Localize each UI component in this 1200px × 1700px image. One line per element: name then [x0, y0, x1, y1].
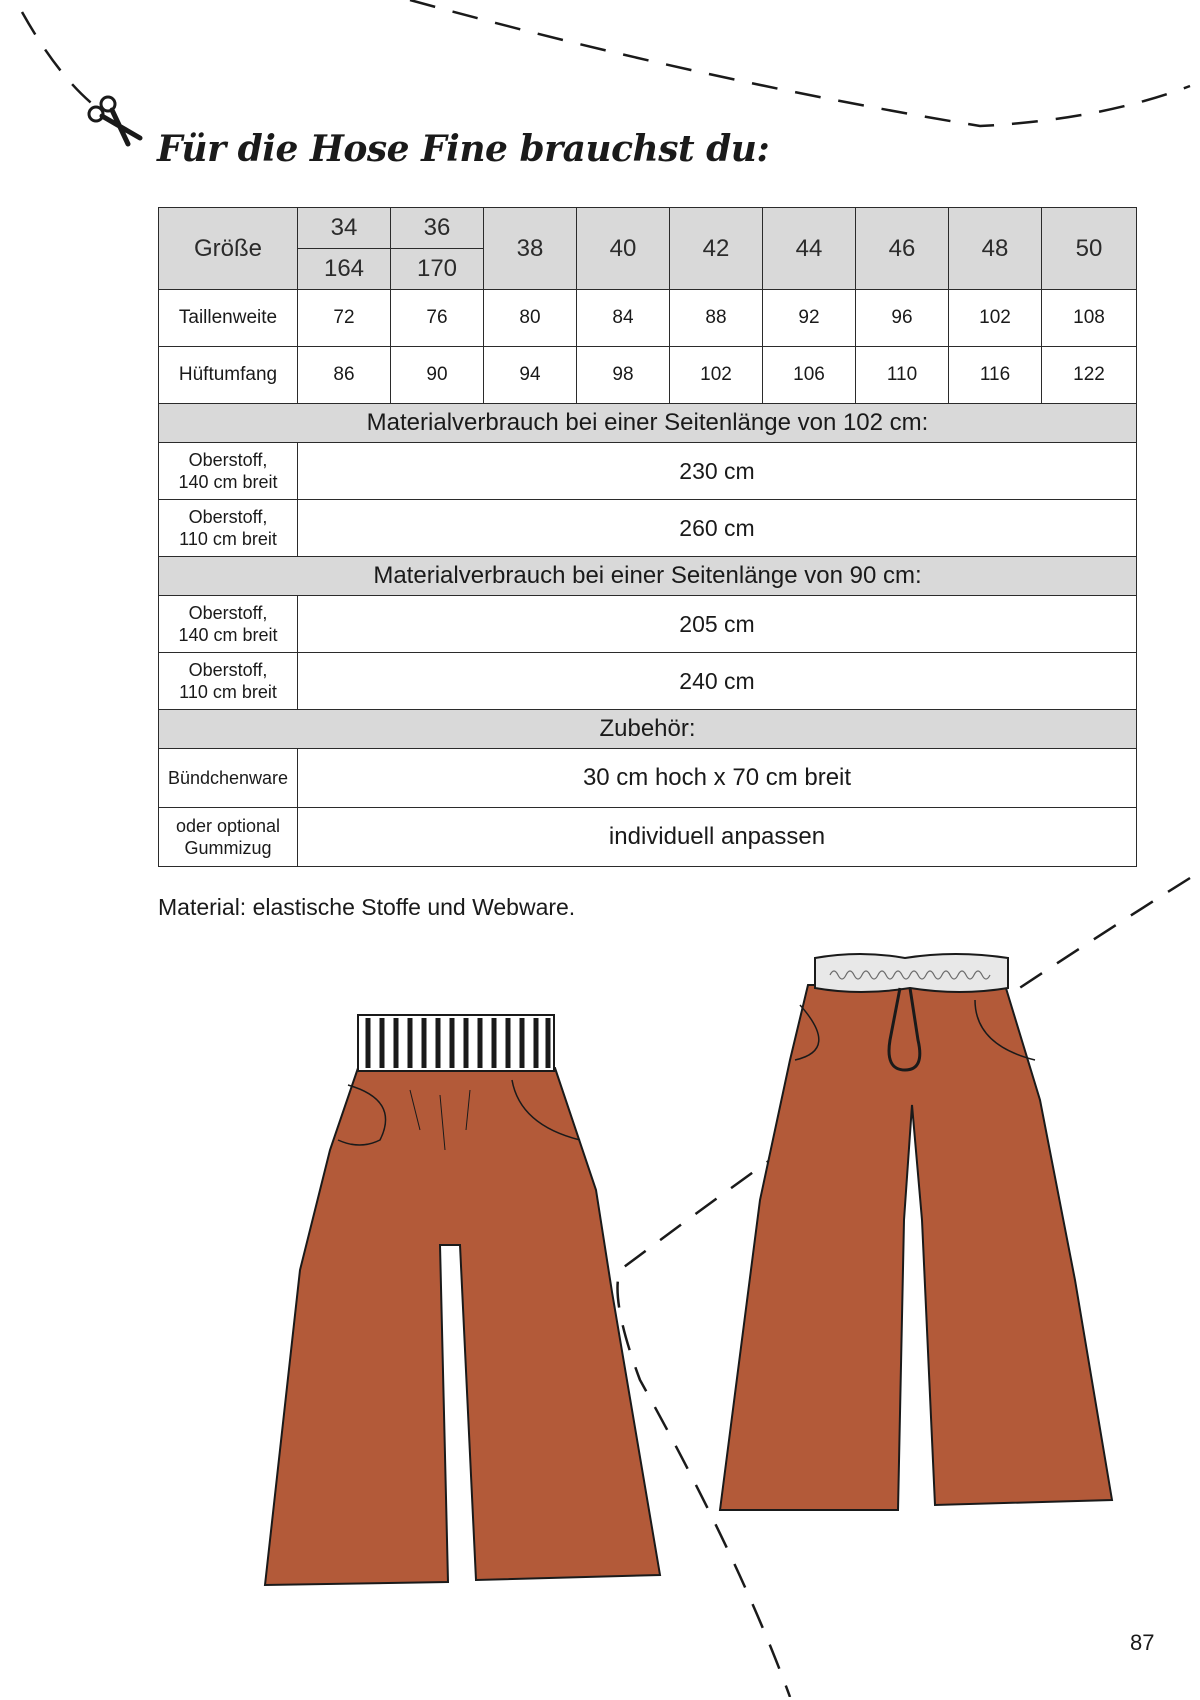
size-cell: 50	[1042, 208, 1137, 290]
waist-value: 76	[391, 290, 484, 347]
pants-left-illustration	[265, 1015, 660, 1585]
label-line: Oberstoff,	[188, 660, 268, 680]
accessory-value: 30 cm hoch x 70 cm breit	[298, 749, 1137, 808]
page-number: 87	[1130, 1630, 1155, 1655]
accessories-heading-row	[159, 710, 1137, 749]
label-line: 110 cm breit	[179, 529, 277, 549]
waist-value: 102	[949, 290, 1042, 347]
material-value: 230 cm	[298, 443, 1137, 500]
label-line: 140 cm breit	[178, 472, 278, 492]
section-102-heading: Materialverbrauch bei einer Seitenlänge von 102 cm:	[159, 404, 1137, 443]
hip-value: 102	[670, 347, 763, 404]
scissors-icon	[89, 97, 140, 144]
hip-value: 90	[391, 347, 484, 404]
material-value: 240 cm	[298, 653, 1137, 710]
pants-illustrations	[0, 940, 1200, 1700]
material-label	[159, 500, 298, 557]
material-value: 260 cm	[298, 500, 1137, 557]
materials-table	[158, 207, 1137, 867]
section-90-heading-row	[159, 557, 1137, 596]
label-line: oder optional	[175, 816, 281, 836]
accessory-label	[159, 808, 298, 867]
accessories-heading: Zubehör:	[159, 710, 1137, 749]
hip-value: 122	[1042, 347, 1137, 404]
hip-row	[159, 347, 1137, 404]
size-cell: 36	[391, 208, 484, 249]
waist-value: 72	[298, 290, 391, 347]
size-cell: 46	[856, 208, 949, 290]
hip-value: 110	[856, 347, 949, 404]
material-value: 205 cm	[298, 596, 1137, 653]
waist-value: 80	[484, 290, 577, 347]
accessory-value: individuell anpassen	[298, 808, 1137, 867]
size-header-row	[159, 208, 1137, 249]
page-title: Für die Hose Fine brauchst du:	[157, 128, 770, 170]
material-row	[159, 596, 1137, 653]
material-row	[159, 653, 1137, 710]
material-label	[159, 596, 298, 653]
hip-value: 98	[577, 347, 670, 404]
waist-value: 92	[763, 290, 856, 347]
size-cell: 38	[484, 208, 577, 290]
pants-right-illustration	[720, 954, 1112, 1510]
material-label	[159, 653, 298, 710]
hip-value: 106	[763, 347, 856, 404]
label-line: Gummizug	[184, 838, 272, 858]
waist-value: 88	[670, 290, 763, 347]
size-cell: 34	[298, 208, 391, 249]
size-cell: 48	[949, 208, 1042, 290]
label-line: 110 cm breit	[179, 682, 277, 702]
waist-label: Taillenweite	[159, 290, 298, 347]
height-cell: 164	[298, 249, 391, 290]
waist-value: 96	[856, 290, 949, 347]
material-row	[159, 443, 1137, 500]
waist-value: 108	[1042, 290, 1137, 347]
size-cell: 44	[763, 208, 856, 290]
hip-label: Hüftumfang	[159, 347, 298, 404]
hip-value: 86	[298, 347, 391, 404]
material-label	[159, 443, 298, 500]
material-note: Material: elastische Stoffe und Webware.	[158, 894, 576, 920]
accessory-row	[159, 749, 1137, 808]
section-90-heading: Materialverbrauch bei einer Seitenlänge von 90 cm:	[159, 557, 1137, 596]
material-row	[159, 500, 1137, 557]
size-cell: 42	[670, 208, 763, 290]
label-line: Oberstoff,	[188, 603, 268, 623]
accessory-label: Bündchenware	[159, 749, 298, 808]
waist-value: 84	[577, 290, 670, 347]
size-cell: 40	[577, 208, 670, 290]
label-line: Oberstoff,	[188, 450, 268, 470]
accessory-row	[159, 808, 1137, 867]
height-cell: 170	[391, 249, 484, 290]
hip-value: 116	[949, 347, 1042, 404]
size-label: Größe	[159, 208, 298, 290]
label-line: Oberstoff,	[188, 507, 268, 527]
waist-row	[159, 290, 1137, 347]
hip-value: 94	[484, 347, 577, 404]
label-line: 140 cm breit	[178, 625, 278, 645]
section-102-heading-row	[159, 404, 1137, 443]
